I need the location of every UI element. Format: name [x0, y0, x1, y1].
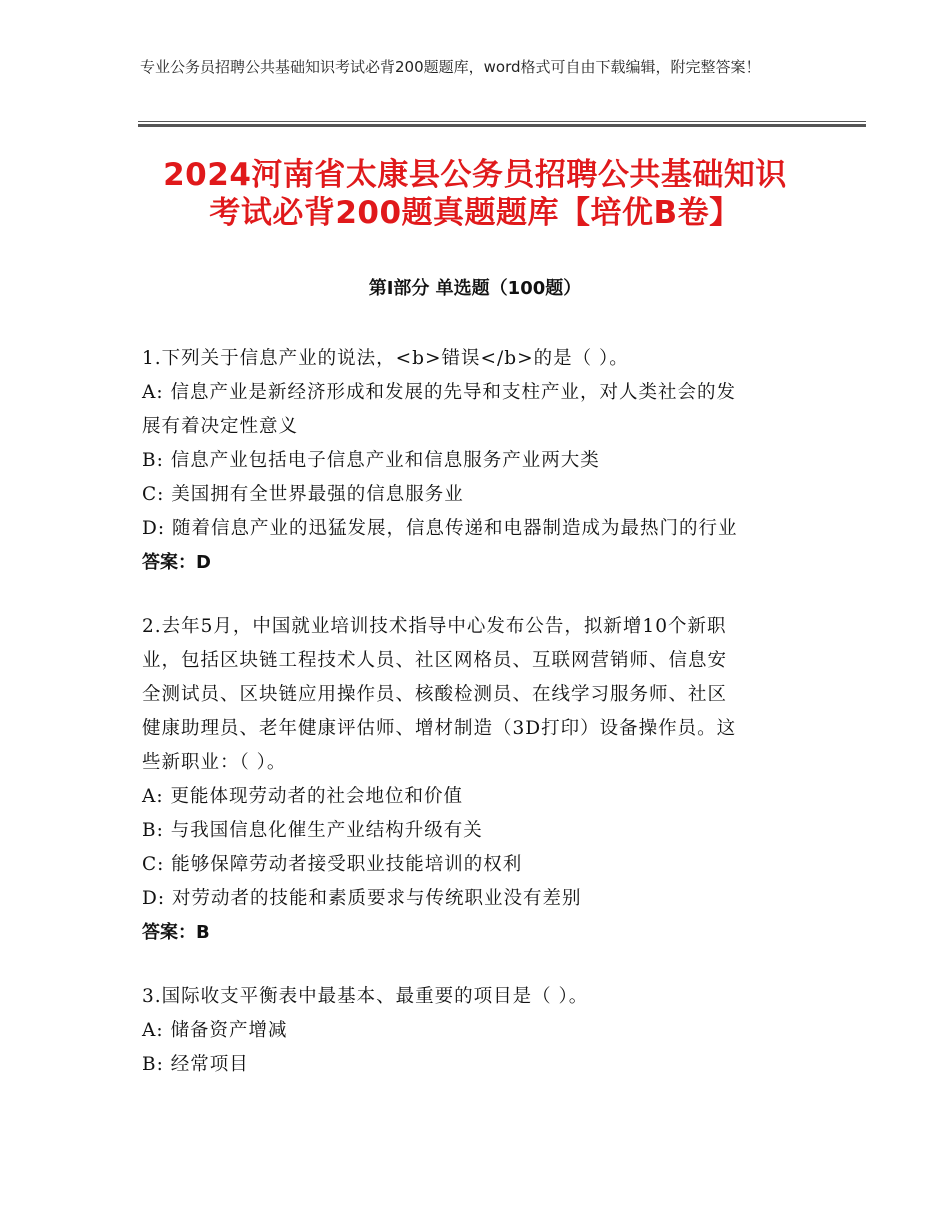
section-heading: 第Ⅰ部分 单选题（100题） — [368, 278, 582, 299]
header-divider-thick — [138, 124, 866, 127]
option-a: A: 更能体现劳动者的社会地位和价值 — [142, 786, 463, 807]
option-a: A: 储备资产增减 — [142, 1020, 288, 1041]
question-1 — [142, 342, 810, 580]
header-note: 专业公务员招聘公共基础知识考试必背200题题库，word格式可自由下载编辑，附完整答案！ — [140, 58, 761, 76]
answer-label: 答案：B — [142, 922, 210, 943]
option-d: D: 随着信息产业的迅猛发展，信息传递和电器制造成为最热门的行业 — [142, 518, 738, 539]
option-b: B: 与我国信息化催生产业结构升级有关 — [142, 820, 483, 841]
option-c: C: 能够保障劳动者接受职业技能培训的权利 — [142, 854, 523, 875]
option-b: B: 经常项目 — [142, 1054, 249, 1075]
option-b: B: 信息产业包括电子信息产业和信息服务产业两大类 — [142, 450, 600, 471]
option-d: D: 对劳动者的技能和素质要求与传统职业没有差别 — [142, 888, 582, 909]
question-stem: 全测试员、区块链应用操作员、核酸检测员、在线学习服务师、社区 — [142, 684, 728, 705]
answer-label: 答案：D — [142, 552, 211, 573]
question-list — [142, 342, 810, 1112]
question-2 — [142, 610, 810, 950]
question-stem: 3.国际收支平衡表中最基本、最重要的项目是（ ）。 — [142, 986, 589, 1007]
question-stem: 业，包括区块链工程技术人员、社区网格员、互联网营销师、信息安 — [142, 650, 728, 671]
question-stem: 1.下列关于信息产业的说法，<b>错误</b>的是（ ）。 — [142, 348, 629, 369]
option-c: C: 美国拥有全世界最强的信息服务业 — [142, 484, 464, 505]
question-3 — [142, 980, 810, 1082]
option-a: A: 信息产业是新经济形成和发展的先导和支柱产业，对人类社会的发 — [142, 382, 736, 403]
question-stem: 些新职业：（ ）。 — [142, 752, 287, 773]
header-divider-thin — [138, 121, 866, 122]
question-stem: 2.去年5月，中国就业培训技术指导中心发布公告，拟新增10个新职 — [142, 616, 727, 637]
document-title — [100, 156, 850, 232]
document-title-line-2: 考试必背200题真题题库【培优B卷】 — [209, 195, 741, 231]
question-stem: 健康助理员、老年健康评估师、增材制造（3D打印）设备操作员。这 — [142, 718, 737, 739]
document-title-line-1: 2024河南省太康县公务员招聘公共基础知识 — [163, 157, 787, 193]
option-a-continued: 展有着决定性意义 — [142, 416, 299, 437]
